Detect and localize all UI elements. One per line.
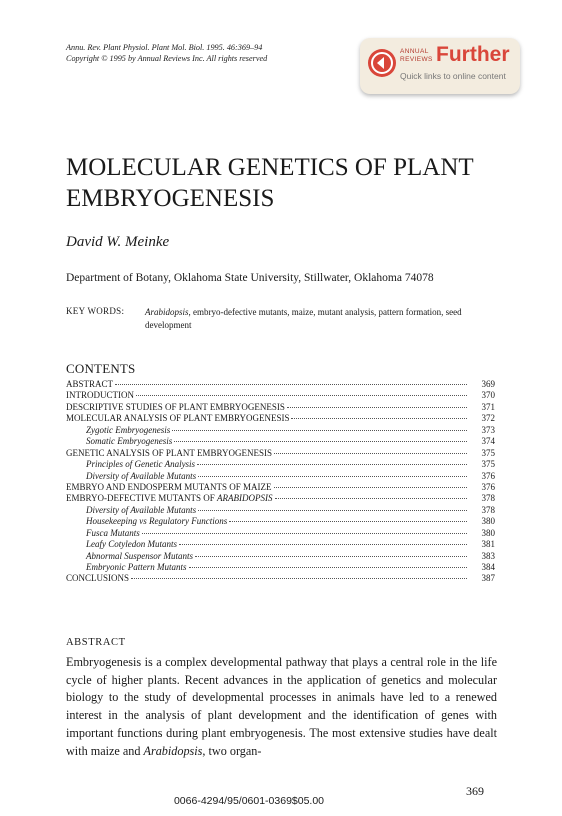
toc-page-number: 380 [481,527,495,538]
arrow-left-circle-icon [368,49,396,77]
article-title [66,152,526,214]
author-affiliation: Department of Botany, Oklahoma State University, Stillwater, Oklahoma 74078 [66,272,434,284]
abstract-text-1: Embryogenesis is a complex developmental pathway that plays a central role in the life cycle of higher plants. Recent advances in the application of genetics and molecular biology to the study of developmental processes in animals have led to a renewed interest in the analysis of plant development and the identification of genes with important functions during plant embryogenesis. The most extensive studies have dealt with maize and [66,655,497,758]
toc-italic-term: ARABIDOPSIS [217,493,273,504]
toc-page-number: 380 [481,516,495,527]
toc-entry[interactable] [66,493,495,504]
citation-line-2: Copyright © 1995 by Annual Reviews Inc. All rights reserved [66,54,268,63]
toc-page-number: 381 [481,539,495,550]
toc-entry-title: MOLECULAR ANALYSIS OF PLANT EMBRYOGENESIS [66,413,290,424]
title-line-1: MOLECULAR GENETICS OF PLANT [66,154,474,181]
toc-subentry[interactable] [66,471,495,482]
toc-entry-title: Fusca Mutants [86,527,140,538]
toc-leader-dots [274,487,467,488]
toc-subentry[interactable] [66,459,495,470]
toc-subentry[interactable] [66,425,495,436]
toc-leader-dots [198,476,467,477]
toc-leader-dots [179,544,467,545]
toc-entry-title: INTRODUCTION [66,390,134,401]
toc-leader-dots [172,430,467,431]
toc-page-number: 371 [481,401,495,412]
toc-entry[interactable] [66,379,495,390]
toc-page-number: 378 [481,493,495,504]
toc-page-number: 375 [481,447,495,458]
keywords-text [145,306,497,332]
keywords-label: KEY WORDS: [66,306,125,316]
toc-entry-title: Somatic Embryogenesis [86,436,173,447]
toc-page-number: 374 [481,436,495,447]
toc-subentry[interactable] [66,551,495,562]
badge-reviews-text: REVIEWS [400,55,433,63]
toc-subentry[interactable] [66,562,495,573]
issn-line: 0066-4294/95/0601-0369$05.00 [173,795,325,807]
toc-leader-dots [291,418,467,419]
keyword-arabidopsis: Arabidopsis [145,307,189,317]
toc-entry-title: GENETIC ANALYSIS OF PLANT EMBRYOGENESIS [66,447,272,458]
toc-leader-dots [197,464,467,465]
toc-entry-title: Embryonic Pattern Mutants [86,562,187,572]
toc-page-number: 383 [481,550,495,561]
title-line-2: EMBRYOGENESIS [66,185,275,212]
toc-page-number: 376 [481,481,495,492]
abstract-text-2: , two organ- [202,743,262,758]
journal-citation [66,42,267,64]
toc-entry-title: Principles of Genetic Analysis [86,459,196,470]
toc-entry[interactable] [66,482,495,493]
author-name: David W. Meinke [66,234,170,250]
toc-leader-dots [189,567,468,568]
toc-leader-dots [136,395,467,396]
toc-leader-dots [142,533,467,534]
toc-entry-title: Diversity of Available Mutants [86,504,197,515]
toc-entry-title: DESCRIPTIVE STUDIES OF PLANT EMBRYOGENESIS [66,401,285,412]
toc-entry-title: Leafy Cotyledon Mutants [86,539,177,550]
toc-page-number: 372 [481,413,495,424]
table-of-contents [66,379,495,585]
toc-entry-title: EMBRYO-DEFECTIVE MUTANTS OF ARABIDOPSIS [66,493,273,504]
toc-leader-dots [131,578,467,579]
toc-subentry[interactable] [66,505,495,516]
page-number: 369 [466,784,484,798]
toc-page-number: 370 [481,390,495,401]
toc-entry-title: Diversity of Available Mutants [86,470,197,481]
keywords-rest: , embryo-defective mutants, maize, mutant analysis, pattern formation, seed development [145,307,462,330]
toc-leader-dots [174,441,467,442]
toc-leader-dots [275,498,467,499]
badge-further-text: Further [436,43,510,66]
toc-subentry[interactable] [66,539,495,550]
toc-page-number: 387 [481,573,495,584]
citation-line-1: Annu. Rev. Plant Physiol. Plant Mol. Biol. 1995. 46:369–94 [66,43,263,52]
toc-subentry[interactable] [66,436,495,447]
toc-subentry[interactable] [66,528,495,539]
toc-entry[interactable] [66,573,495,584]
toc-page-number: 384 [481,562,495,572]
toc-entry-title: ABSTRACT [66,379,114,389]
toc-entry-title: Zygotic Embryogenesis [86,424,171,435]
toc-page-number: 378 [481,504,495,515]
toc-page-number: 373 [481,424,495,435]
toc-subentry[interactable] [66,516,495,527]
toc-leader-dots [195,556,467,557]
toc-leader-dots [274,453,467,454]
abstract-paragraph [66,654,497,760]
toc-entry[interactable] [66,390,495,401]
badge-subtitle: Quick links to online content [400,71,506,81]
toc-page-number: 376 [481,470,495,481]
toc-entry[interactable] [66,448,495,459]
toc-entry-title: CONCLUSIONS [66,573,130,584]
toc-page-number: 369 [481,379,495,389]
toc-leader-dots [229,521,467,522]
abstract-italic-arabidopsis: Arabidopsis [143,743,203,758]
badge-annual-text: ANNUAL [400,48,429,55]
toc-leader-dots [115,384,467,385]
toc-entry[interactable] [66,413,495,424]
annual-reviews-further-badge[interactable] [360,38,520,94]
toc-leader-dots [287,407,467,408]
toc-entry-title: Housekeeping vs Regulatory Functions [86,516,228,527]
toc-entry-title: Abnormal Suspensor Mutants [86,550,194,561]
toc-leader-dots [198,510,467,511]
toc-entry-title: EMBRYO AND ENDOSPERM MUTANTS OF MAIZE [66,481,272,492]
abstract-heading: ABSTRACT [66,637,126,648]
contents-heading: CONTENTS [66,361,136,376]
toc-entry[interactable] [66,402,495,413]
toc-page-number: 375 [481,459,495,470]
badge-publisher-label [400,48,433,63]
